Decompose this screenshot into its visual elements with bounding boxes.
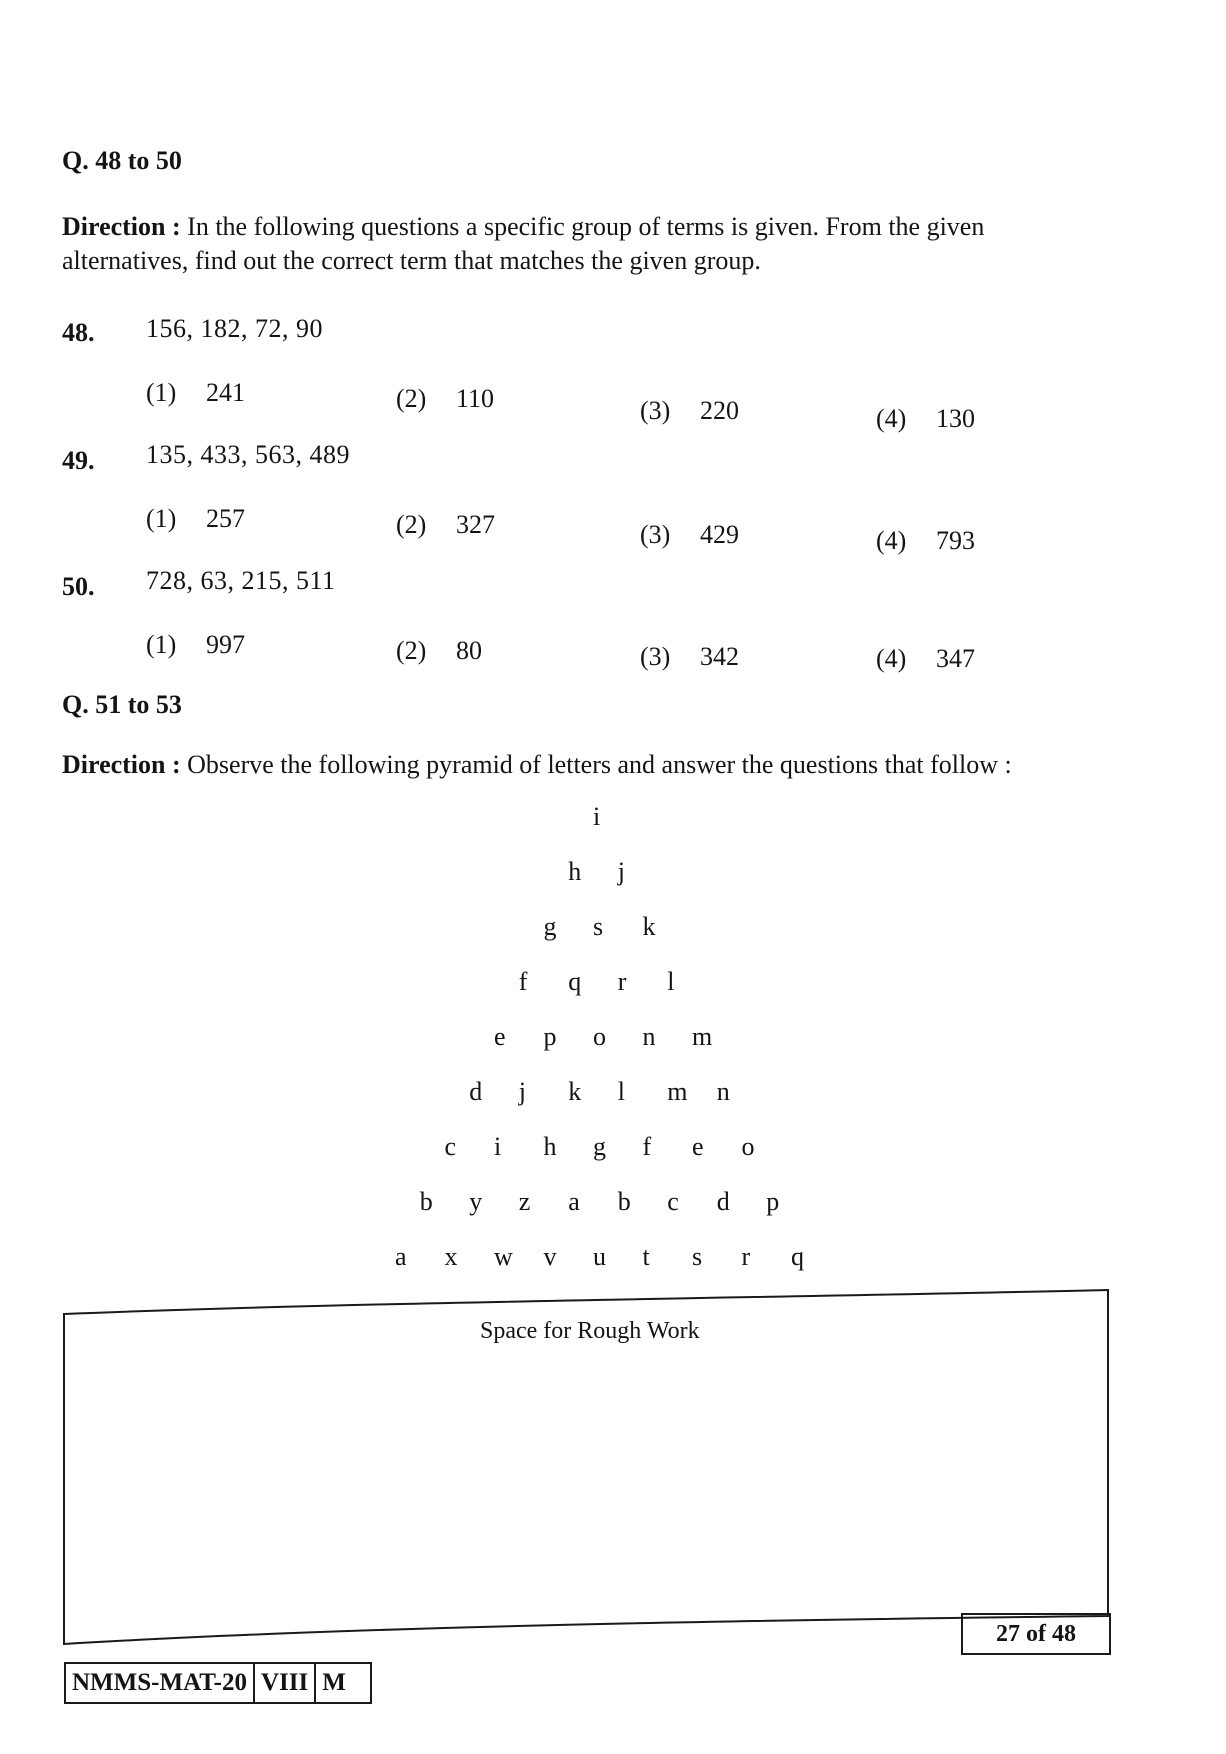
pyramid-letter: r xyxy=(741,1242,751,1271)
direction-label: Direction : xyxy=(62,750,181,779)
pyramid-letter: a xyxy=(395,1242,407,1271)
question-number-50: 50. xyxy=(62,572,95,601)
pyramid-letter: m xyxy=(667,1077,688,1106)
pyramid-letter: e xyxy=(692,1132,704,1161)
pyramid-letter: c xyxy=(667,1187,679,1216)
pyramid-letter: r xyxy=(617,967,627,996)
option-49-3[interactable]: (3) 429 xyxy=(640,520,739,549)
pyramid-letter: o xyxy=(593,1022,606,1051)
question-stem-50: 728, 63, 215, 511 xyxy=(146,566,336,595)
option-49-1[interactable]: (1) 257 xyxy=(146,504,245,533)
page-number: 27 of 48 xyxy=(961,1613,1111,1655)
option-50-4[interactable]: (4) 347 xyxy=(876,644,975,673)
pyramid-letter: f xyxy=(518,967,528,996)
question-number-48: 48. xyxy=(62,318,95,347)
pyramid-letter: c xyxy=(444,1132,457,1161)
pyramid-letter: z xyxy=(518,1187,531,1216)
pyramid-letter: f xyxy=(642,1132,652,1161)
paper-medium: M xyxy=(322,1669,346,1696)
option-49-2[interactable]: (2) 327 xyxy=(396,510,495,539)
paper-class: VIII xyxy=(255,1664,316,1702)
pyramid-letter: p xyxy=(766,1187,780,1216)
direction-48-50 xyxy=(62,210,1112,278)
direction-text: Observe the following pyramid of letters and answer the questions that follow : xyxy=(187,750,1012,779)
pyramid-letter: s xyxy=(692,1242,703,1271)
direction-text: In the following questions a specific group of terms is given. From the given alternatives, find out the correct term that matches the given group. xyxy=(62,212,985,275)
pyramid-letter: q xyxy=(568,967,582,996)
pyramid-letter: g xyxy=(543,912,557,941)
pyramid-letter: b xyxy=(617,1187,631,1216)
pyramid-letter: h xyxy=(543,1132,557,1161)
option-48-4[interactable]: (4) 130 xyxy=(876,404,975,433)
question-stem-49: 135, 433, 563, 489 xyxy=(146,440,350,469)
pyramid-letter: x xyxy=(444,1242,458,1271)
pyramid-letter: g xyxy=(593,1132,606,1161)
pyramid-letter: u xyxy=(593,1242,606,1271)
pyramid-letter: h xyxy=(568,857,582,886)
pyramid-letter: i xyxy=(593,802,601,831)
paper-code xyxy=(64,1662,372,1704)
option-50-1[interactable]: (1) 997 xyxy=(146,630,245,659)
pyramid-letter: v xyxy=(543,1242,557,1271)
direction-label: Direction : xyxy=(62,212,181,241)
pyramid-letter: k xyxy=(642,912,656,941)
pyramid-letter: b xyxy=(419,1187,433,1216)
question-stem-48: 156, 182, 72, 90 xyxy=(146,314,323,343)
pyramid-letter: w xyxy=(494,1242,513,1271)
pyramid-letter: i xyxy=(494,1132,502,1161)
option-49-4[interactable]: (4) 793 xyxy=(876,526,975,555)
pyramid-letter: t xyxy=(642,1242,650,1271)
question-number-49: 49. xyxy=(62,446,95,475)
option-48-2[interactable]: (2) 110 xyxy=(396,384,495,413)
option-50-2[interactable]: (2) 80 xyxy=(396,636,482,665)
pyramid-letter: e xyxy=(494,1022,506,1051)
pyramid-letter: j xyxy=(617,857,625,886)
pyramid-letter: k xyxy=(568,1077,582,1106)
pyramid-letter: m xyxy=(692,1022,713,1051)
paper-code-text: NMMS-MAT-20 xyxy=(66,1664,255,1702)
pyramid-letter: a xyxy=(568,1187,580,1216)
pyramid-letter: o xyxy=(741,1132,755,1161)
pyramid-letter: n xyxy=(716,1077,730,1106)
option-48-3[interactable]: (3) 220 xyxy=(640,396,739,425)
pyramid-letter: q xyxy=(791,1242,804,1271)
pyramid-letter: d xyxy=(716,1187,730,1216)
section-heading-51-53: Q. 51 to 53 xyxy=(62,690,182,719)
rough-work-label: Space for Rough Work xyxy=(480,1318,700,1344)
option-48-1[interactable]: (1) 241 xyxy=(146,378,245,407)
pyramid-letter: y xyxy=(469,1187,483,1216)
option-50-3[interactable]: (3) 342 xyxy=(640,642,739,671)
pyramid-letter: p xyxy=(543,1022,557,1051)
direction-51-53 xyxy=(62,748,1012,782)
section-heading-48-50: Q. 48 to 50 xyxy=(62,146,182,175)
pyramid-letter: l xyxy=(667,967,675,996)
pyramid-letter: j xyxy=(518,1077,526,1106)
pyramid-letter: n xyxy=(642,1022,656,1051)
pyramid-letter: s xyxy=(593,912,604,941)
pyramid-letter: d xyxy=(469,1077,483,1106)
pyramid-letter: l xyxy=(617,1077,625,1106)
